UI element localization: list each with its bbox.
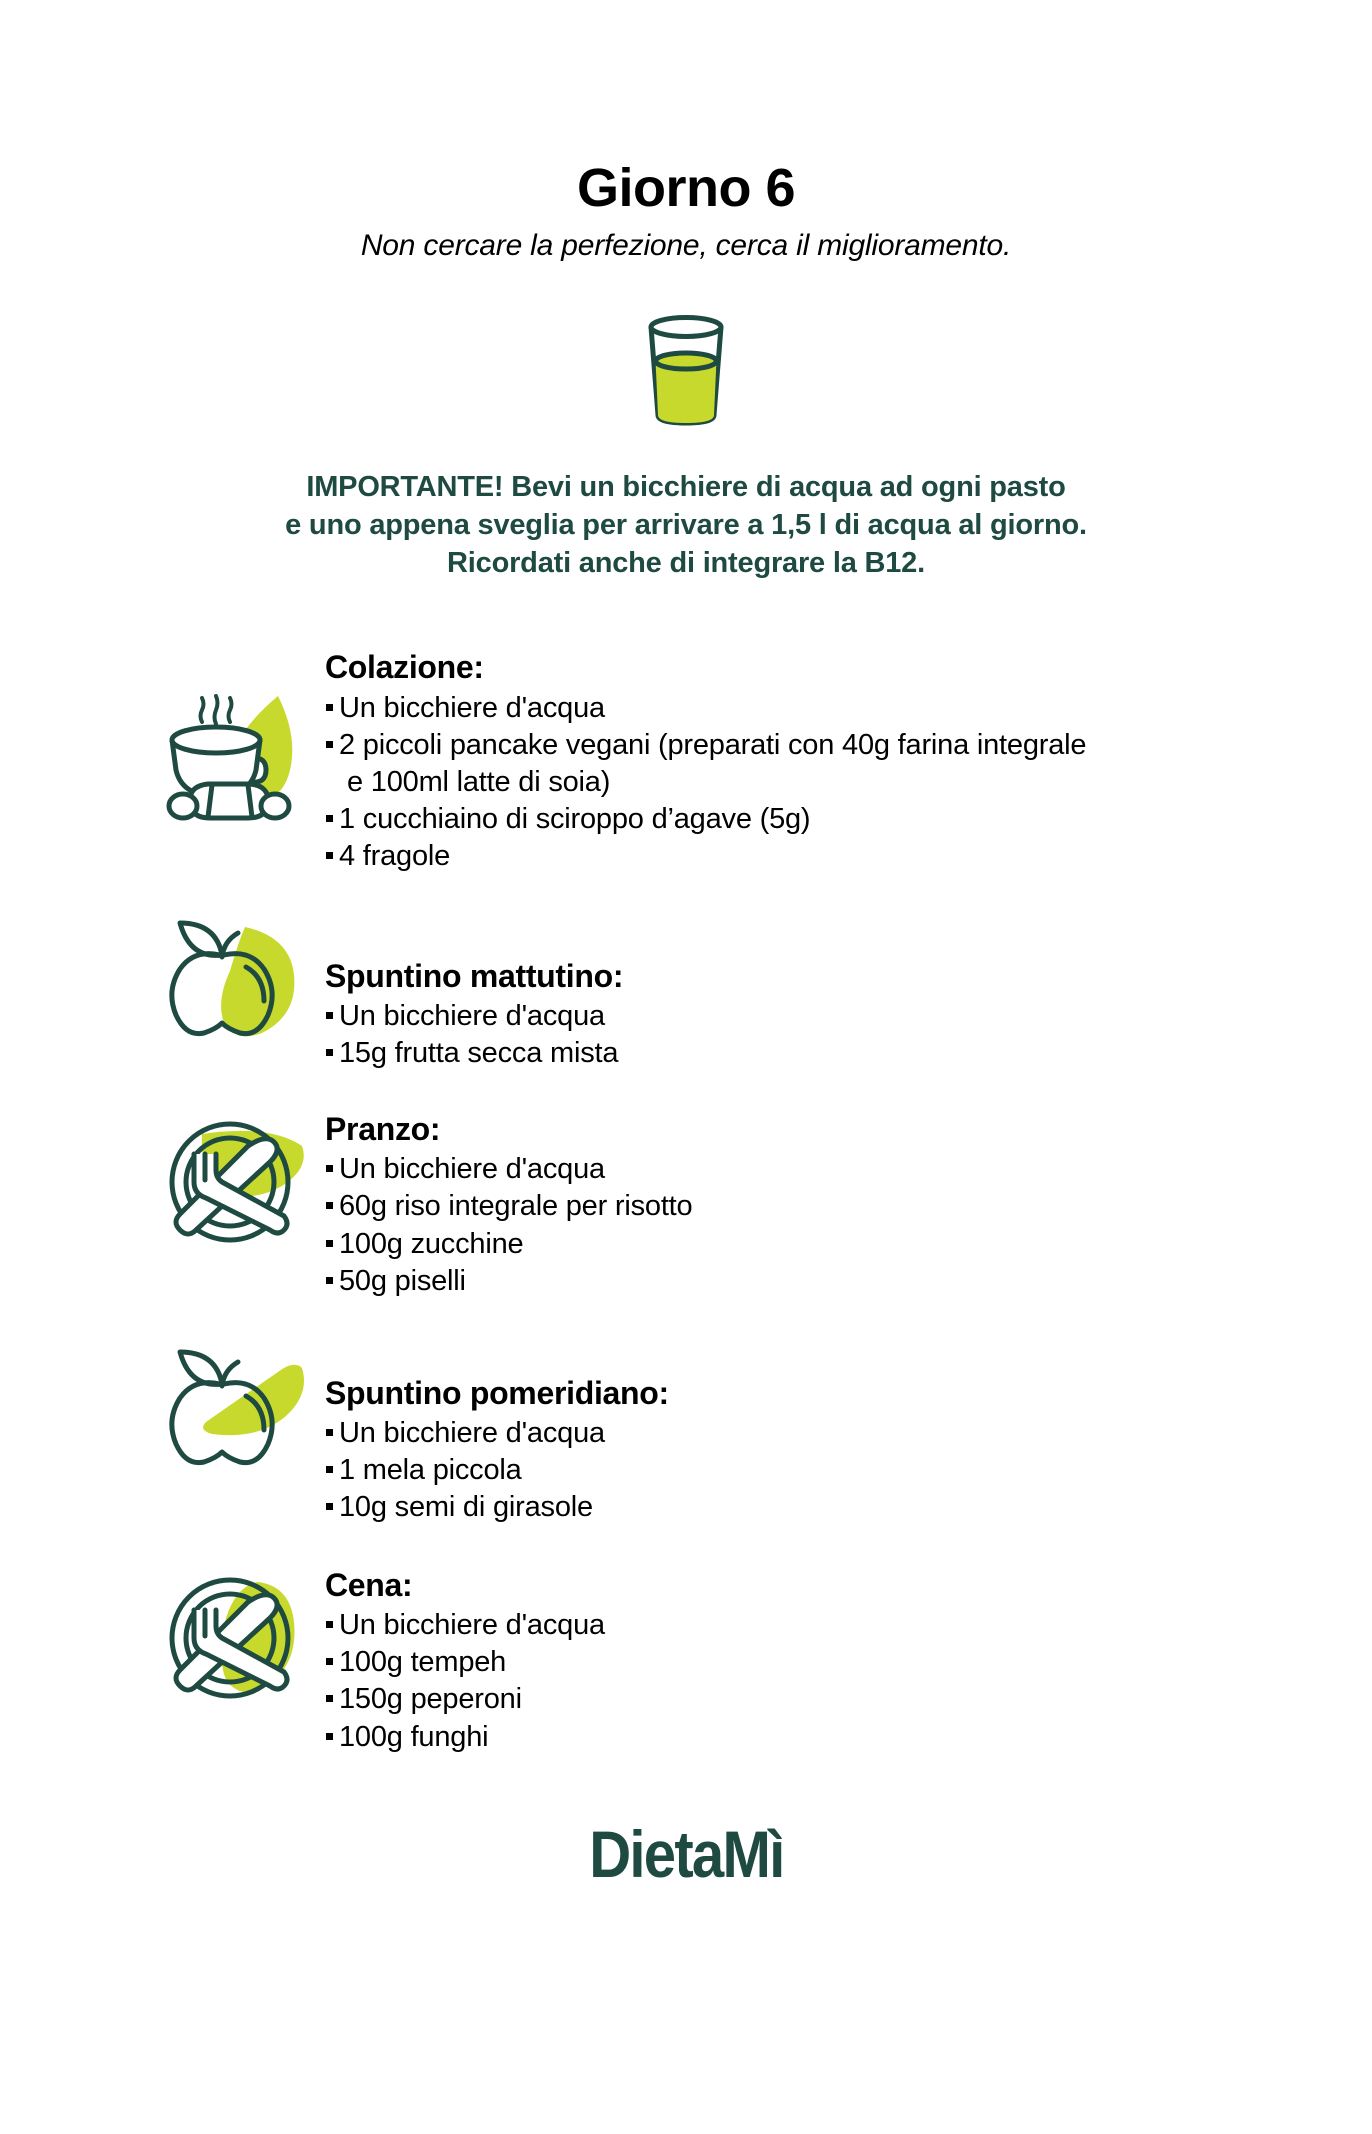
meal-item: Un bicchiere d'acqua xyxy=(325,998,623,1035)
meal-body-spuntino-pomeridiano xyxy=(325,1338,669,1526)
meal-item: 1 mela piccola xyxy=(325,1452,669,1489)
header xyxy=(0,0,1372,263)
coffee-cup-croissant-icon xyxy=(150,678,310,828)
meal-body-pranzo xyxy=(325,1104,692,1299)
meal-item: 100g tempeh xyxy=(325,1644,605,1681)
brand-logo-container xyxy=(0,1816,1372,1892)
page-title: Giorno 6 xyxy=(576,158,795,218)
meal-icon-spuntino-pomeridiano xyxy=(150,1338,325,1488)
meal-section-colazione xyxy=(150,642,1372,875)
meal-item: 60g riso integrale per risotto xyxy=(325,1188,692,1225)
meal-item: 100g zucchine xyxy=(325,1226,692,1263)
meal-item: 150g peperoni xyxy=(325,1681,605,1718)
motivational-quote: Non cercare la perfezione, cerca il miglioramento. xyxy=(360,228,1012,262)
meal-title: Cena: xyxy=(325,1567,413,1604)
meal-item: 50g piselli xyxy=(325,1263,692,1300)
important-note xyxy=(0,468,1372,583)
meal-title: Pranzo: xyxy=(325,1111,441,1148)
meal-item: 100g funghi xyxy=(325,1719,605,1756)
meal-item: 1 cucchiaino di sciroppo d’agave (5g) xyxy=(325,801,1086,838)
meal-item: Un bicchiere d'acqua xyxy=(325,690,1086,727)
meal-item: 15g frutta secca mista xyxy=(325,1035,623,1072)
meal-item: 2 piccoli pancake vegani (preparati con 40g farina integrale xyxy=(325,727,1086,764)
meal-item: 4 fragole xyxy=(325,838,1086,875)
plate-fork-knife-icon xyxy=(150,1112,310,1262)
note-line-3: Ricordati anche di integrare la B12. xyxy=(447,547,925,580)
meal-body-spuntino-mattutino xyxy=(325,909,623,1072)
meal-item: Un bicchiere d'acqua xyxy=(325,1415,669,1452)
meal-icon-pranzo xyxy=(150,1104,325,1262)
meal-title: Spuntino pomeridiano: xyxy=(325,1374,669,1411)
plate-fork-knife-icon xyxy=(150,1568,310,1718)
brand-logo: DietaMì xyxy=(588,1816,784,1891)
meal-icon-cena xyxy=(150,1560,325,1718)
meal-title: Colazione: xyxy=(325,649,484,686)
meal-title: Spuntino mattutino: xyxy=(325,958,624,995)
apple-icon xyxy=(150,909,310,1059)
note-line-2: e uno appena sveglia per arrivare a 1,5 l di acqua al giorno. xyxy=(285,508,1087,541)
meal-item-continuation: e 100ml latte di soia) xyxy=(347,765,611,798)
note-line-1: IMPORTANTE! Bevi un bicchiere di acqua ad ogni pasto xyxy=(306,470,1066,503)
meal-section-cena xyxy=(150,1560,1372,1755)
meal-item: Un bicchiere d'acqua xyxy=(325,1151,692,1188)
meal-item: 10g semi di girasole xyxy=(325,1489,669,1526)
meal-body-cena xyxy=(325,1560,605,1755)
meal-body-colazione xyxy=(325,642,1086,875)
meal-section-spuntino-mattutino xyxy=(150,909,1372,1072)
meal-icon-spuntino-mattutino xyxy=(150,909,325,1059)
water-glass-illustration xyxy=(0,315,1372,430)
meal-list xyxy=(0,642,1372,1755)
apple-icon xyxy=(150,1338,310,1488)
meal-section-pranzo xyxy=(150,1104,1372,1299)
water-glass-icon xyxy=(631,315,741,430)
meal-section-spuntino-pomeridiano xyxy=(150,1338,1372,1526)
meal-item: Un bicchiere d'acqua xyxy=(325,1607,605,1644)
meal-icon-colazione xyxy=(150,642,325,828)
